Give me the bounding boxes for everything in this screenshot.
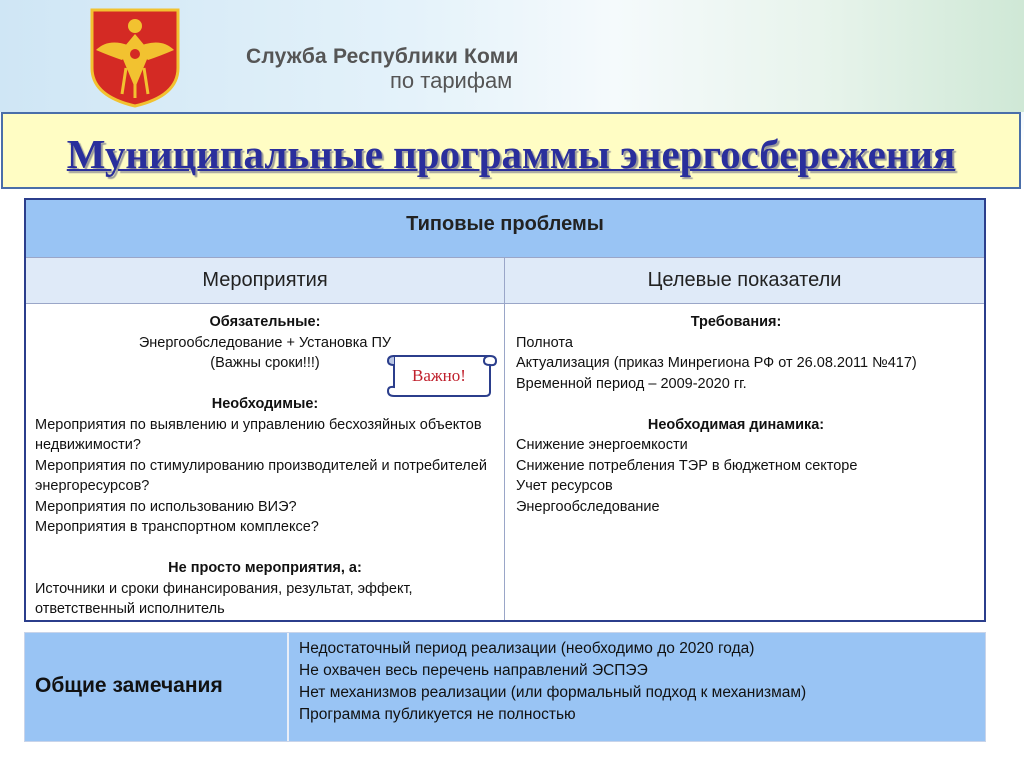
org-name-line2: по тарифам: [390, 68, 513, 93]
requirement-item: Актуализация (приказ Минрегиона РФ от 26.08.2011 №417): [516, 355, 917, 371]
necessary-item: Мероприятия в транспортном комплексе?: [35, 519, 319, 535]
page-title: Муниципальные программы энергосбережения: [66, 131, 956, 177]
column-header-targets: Целевые показатели: [505, 258, 984, 304]
remarks-divider: [287, 633, 289, 741]
remark-item: Нет механизмов реализации (или формальный подход к механизмам): [299, 684, 807, 701]
requirement-item: Полнота: [516, 334, 573, 351]
mandatory-item: Энергообследование + Установка ПУ: [138, 334, 392, 351]
table-heading: Типовые проблемы: [406, 213, 604, 235]
requirement-item: Временной период – 2009-2020 гг.: [516, 375, 747, 392]
necessary-item: Мероприятия по использованию ВИЭ?: [35, 498, 297, 515]
targets-cell: [505, 304, 984, 620]
remarks-list: [299, 638, 806, 726]
remark-item: Не охвачен весь перечень направлений ЭСПЭЭ: [299, 662, 648, 679]
dynamics-item: Учет ресурсов: [516, 478, 613, 494]
requirements-title: Требования:: [690, 314, 782, 330]
column-header-measures: Мероприятия: [26, 258, 505, 304]
necessary-item: Мероприятия по выявлению и управлению бесхозяйных объектов недвижимости?: [35, 416, 482, 453]
important-label: Важно!: [412, 366, 466, 385]
remarks-title: Общие замечания: [35, 674, 223, 697]
dynamics-item: Снижение потребления ТЭР в бюджетном секторе: [516, 457, 858, 474]
mandatory-item: (Важны сроки!!!): [210, 355, 320, 371]
remarks-panel: [24, 632, 986, 742]
remark-item: Недостаточный период реализации (необходимо до 2020 года): [299, 640, 755, 657]
header-band: [0, 0, 1024, 112]
remark-item: Программа публикуется не полностью: [299, 706, 576, 723]
dynamics-item: Снижение энергоемкости: [516, 437, 688, 453]
org-name-line1: Служба Республики Коми: [246, 45, 519, 68]
necessary-title: Необходимые:: [211, 396, 319, 412]
table-heading-row: [26, 200, 984, 258]
notjust-title: Не просто мероприятия, а:: [168, 560, 362, 576]
dynamics-title: Необходимая динамика:: [647, 416, 825, 433]
dynamics-item: Энергообследование: [516, 498, 660, 515]
problems-table: [24, 198, 986, 622]
mandatory-title: Обязательные:: [209, 314, 321, 330]
coat-of-arms-komi-icon: [90, 8, 180, 108]
title-bar: [1, 112, 1021, 189]
notjust-text: Источники и сроки финансирования, результат, эффект, ответственный исполнитель: [35, 580, 413, 617]
necessary-item: Мероприятия по стимулированию производителей и потребителей энергоресурсов?: [35, 457, 487, 494]
